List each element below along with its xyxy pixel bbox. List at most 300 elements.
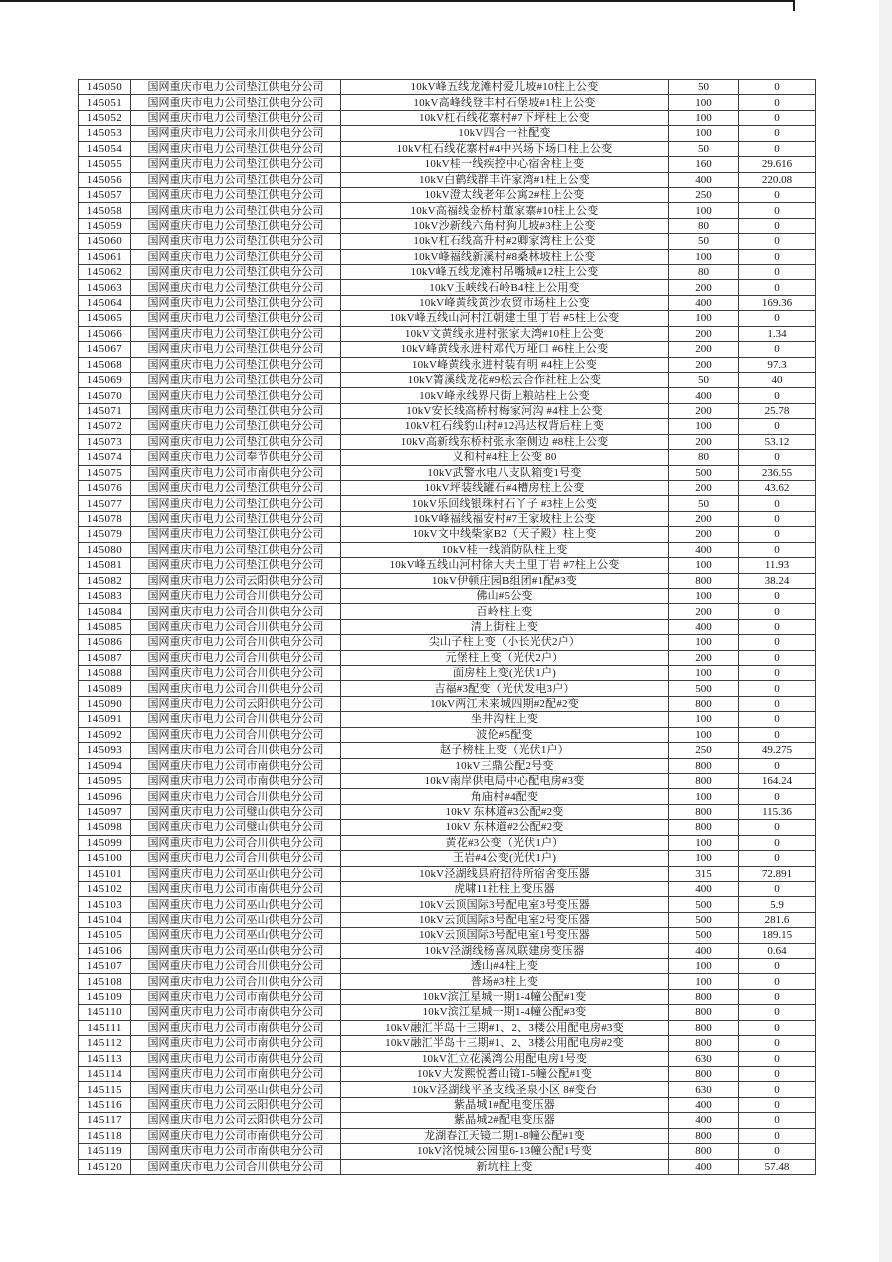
capacity-cell: 100 <box>669 835 739 850</box>
row-id-cell: 145072 <box>79 419 131 434</box>
device-name-cell: 10kV滨江星城一期1-4幢公配#3变 <box>341 1005 669 1020</box>
table-row <box>79 419 816 434</box>
capacity-cell: 200 <box>669 342 739 357</box>
energy-cell: 0 <box>739 881 816 896</box>
table-row <box>79 1036 816 1051</box>
company-cell: 国网重庆市电力公司合川供电分公司 <box>131 619 341 634</box>
capacity-cell: 100 <box>669 419 739 434</box>
capacity-cell: 100 <box>669 712 739 727</box>
company-cell: 国网重庆市电力公司垫江供电分公司 <box>131 157 341 172</box>
table-row <box>79 80 816 95</box>
row-id-cell: 145087 <box>79 650 131 665</box>
table-row <box>79 1005 816 1020</box>
company-cell: 国网重庆市电力公司云阳供电分公司 <box>131 573 341 588</box>
row-id-cell: 145068 <box>79 357 131 372</box>
device-name-cell: 10kV三鼎公配2号变 <box>341 758 669 773</box>
table-row <box>79 187 816 202</box>
capacity-cell: 200 <box>669 357 739 372</box>
energy-cell: 38.24 <box>739 573 816 588</box>
capacity-cell: 500 <box>669 681 739 696</box>
energy-cell: 0 <box>739 126 816 141</box>
energy-cell: 0 <box>739 311 816 326</box>
table-row <box>79 866 816 881</box>
table-row <box>79 943 816 958</box>
company-cell: 国网重庆市电力公司垫江供电分公司 <box>131 403 341 418</box>
device-name-cell: 10kV滨江星城一期1-4幢公配#1变 <box>341 989 669 1004</box>
row-id-cell: 145073 <box>79 434 131 449</box>
device-name-cell: 10kV峰黄线黄沙农贸市场柱上公变 <box>341 295 669 310</box>
device-name-cell: 10kV文中线柴家B2（天子殿）柱上变 <box>341 527 669 542</box>
table-row <box>79 820 816 835</box>
company-cell: 国网重庆市电力公司垫江供电分公司 <box>131 388 341 403</box>
company-cell: 国网重庆市电力公司市南供电分公司 <box>131 1036 341 1051</box>
energy-cell: 0 <box>739 218 816 233</box>
company-cell: 国网重庆市电力公司合川供电分公司 <box>131 666 341 681</box>
company-cell: 国网重庆市电力公司垫江供电分公司 <box>131 527 341 542</box>
capacity-cell: 800 <box>669 773 739 788</box>
energy-cell: 0 <box>739 249 816 264</box>
energy-cell: 0 <box>739 141 816 156</box>
company-cell: 国网重庆市电力公司合川供电分公司 <box>131 959 341 974</box>
company-cell: 国网重庆市电力公司垫江供电分公司 <box>131 542 341 557</box>
row-id-cell: 145057 <box>79 187 131 202</box>
capacity-cell: 400 <box>669 619 739 634</box>
capacity-cell: 400 <box>669 388 739 403</box>
table-row <box>79 218 816 233</box>
capacity-cell: 100 <box>669 974 739 989</box>
energy-cell: 72.891 <box>739 866 816 881</box>
table-row <box>79 295 816 310</box>
table-row <box>79 403 816 418</box>
row-id-cell: 145099 <box>79 835 131 850</box>
company-cell: 国网重庆市电力公司云阳供电分公司 <box>131 696 341 711</box>
table-row <box>79 1051 816 1066</box>
company-cell: 国网重庆市电力公司市南供电分公司 <box>131 1144 341 1159</box>
row-id-cell: 145105 <box>79 928 131 943</box>
table-row <box>79 712 816 727</box>
device-name-cell: 10kV安长线高桥村梅家河沟 #4柱上公变 <box>341 403 669 418</box>
row-id-cell: 145080 <box>79 542 131 557</box>
row-id-cell: 145076 <box>79 480 131 495</box>
device-name-cell: 10kV四合一社配变 <box>341 126 669 141</box>
row-id-cell: 145066 <box>79 326 131 341</box>
energy-cell: 53.12 <box>739 434 816 449</box>
row-id-cell: 145061 <box>79 249 131 264</box>
device-name-cell: 百岭柱上变 <box>341 604 669 619</box>
table-row <box>79 172 816 187</box>
company-cell: 国网重庆市电力公司合川供电分公司 <box>131 650 341 665</box>
capacity-cell: 200 <box>669 280 739 295</box>
energy-cell: 0 <box>739 604 816 619</box>
company-cell: 国网重庆市电力公司巫山供电分公司 <box>131 943 341 958</box>
company-cell: 国网重庆市电力公司垫江供电分公司 <box>131 480 341 495</box>
capacity-cell: 50 <box>669 234 739 249</box>
table-row <box>79 727 816 742</box>
device-name-cell: 佛山#5公变 <box>341 588 669 603</box>
row-id-cell: 145114 <box>79 1067 131 1082</box>
table-row <box>79 1113 816 1128</box>
company-cell: 国网重庆市电力公司垫江供电分公司 <box>131 265 341 280</box>
company-cell: 国网重庆市电力公司垫江供电分公司 <box>131 419 341 434</box>
energy-cell: 0 <box>739 1144 816 1159</box>
company-cell: 国网重庆市电力公司市南供电分公司 <box>131 773 341 788</box>
device-name-cell: 10kV杠石线豹山村#12冯达权背后柱上变 <box>341 419 669 434</box>
energy-cell: 0 <box>739 1082 816 1097</box>
capacity-cell: 100 <box>669 666 739 681</box>
device-name-cell: 10kV大发熙悦耆山镜1-5幢公配#1变 <box>341 1067 669 1082</box>
row-id-cell: 145101 <box>79 866 131 881</box>
company-cell: 国网重庆市电力公司垫江供电分公司 <box>131 558 341 573</box>
company-cell: 国网重庆市电力公司合川供电分公司 <box>131 835 341 850</box>
row-id-cell: 145107 <box>79 959 131 974</box>
device-name-cell: 10kV南岸供电局中心配电房#3变 <box>341 773 669 788</box>
capacity-cell: 800 <box>669 1128 739 1143</box>
table-row <box>79 835 816 850</box>
device-name-cell: 坐井沟柱上变 <box>341 712 669 727</box>
device-name-cell: 尖山子柱上变（小长光伏2户） <box>341 635 669 650</box>
row-id-cell: 145075 <box>79 465 131 480</box>
capacity-cell: 80 <box>669 218 739 233</box>
energy-cell: 5.9 <box>739 897 816 912</box>
device-name-cell: 10kV杠石线高升村#2卿家湾柱上公变 <box>341 234 669 249</box>
row-id-cell: 145053 <box>79 126 131 141</box>
energy-cell: 0 <box>739 635 816 650</box>
table-row <box>79 897 816 912</box>
capacity-cell: 315 <box>669 866 739 881</box>
device-name-cell: 虎啸11社柱上变压器 <box>341 881 669 896</box>
device-name-cell: 10kV武警水电八支队箱变1号变 <box>341 465 669 480</box>
table-row <box>79 311 816 326</box>
device-name-cell: 10kV高福线金桥村董家寨#10柱上公变 <box>341 203 669 218</box>
device-name-cell: 10kV峰黄线永进村装有明 #4柱上公变 <box>341 357 669 372</box>
device-name-cell: 10kV洺悦城公园里6-13幢公配1号变 <box>341 1144 669 1159</box>
table-row <box>79 326 816 341</box>
table-row <box>79 280 816 295</box>
energy-cell: 0 <box>739 496 816 511</box>
row-id-cell: 145106 <box>79 943 131 958</box>
row-id-cell: 145115 <box>79 1082 131 1097</box>
energy-cell: 0 <box>739 342 816 357</box>
table-row <box>79 465 816 480</box>
company-cell: 国网重庆市电力公司垫江供电分公司 <box>131 141 341 156</box>
row-id-cell: 145086 <box>79 635 131 650</box>
row-id-cell: 145117 <box>79 1113 131 1128</box>
table-row <box>79 234 816 249</box>
capacity-cell: 500 <box>669 928 739 943</box>
table-row <box>79 1020 816 1035</box>
company-cell: 国网重庆市电力公司合川供电分公司 <box>131 789 341 804</box>
company-cell: 国网重庆市电力公司合川供电分公司 <box>131 974 341 989</box>
device-name-cell: 赵子榜柱上变（光伏1户） <box>341 743 669 758</box>
table-row <box>79 881 816 896</box>
energy-cell: 0 <box>739 1097 816 1112</box>
company-cell: 国网重庆市电力公司合川供电分公司 <box>131 727 341 742</box>
energy-cell: 0 <box>739 419 816 434</box>
device-name-cell: 10kV杠石线花寨村#4中兴场下场口柱上公变 <box>341 141 669 156</box>
capacity-cell: 800 <box>669 989 739 1004</box>
energy-cell: 164.24 <box>739 773 816 788</box>
capacity-cell: 400 <box>669 881 739 896</box>
energy-cell: 49.275 <box>739 743 816 758</box>
device-name-cell: 10kV玉峡线石岭B4柱上公用变 <box>341 280 669 295</box>
company-cell: 国网重庆市电力公司垫江供电分公司 <box>131 373 341 388</box>
table-row <box>79 989 816 1004</box>
row-id-cell: 145079 <box>79 527 131 542</box>
table-row <box>79 666 816 681</box>
energy-cell: 0 <box>739 712 816 727</box>
table-row <box>79 357 816 372</box>
energy-cell: 0 <box>739 851 816 866</box>
row-id-cell: 145058 <box>79 203 131 218</box>
company-cell: 国网重庆市电力公司垫江供电分公司 <box>131 357 341 372</box>
company-cell: 国网重庆市电力公司云阳供电分公司 <box>131 1097 341 1112</box>
capacity-cell: 800 <box>669 1020 739 1035</box>
row-id-cell: 145084 <box>79 604 131 619</box>
company-cell: 国网重庆市电力公司市南供电分公司 <box>131 1128 341 1143</box>
device-name-cell: 10kV峰五线山河村江朝建土里丁岩 #5柱上公变 <box>341 311 669 326</box>
table-row <box>79 696 816 711</box>
energy-cell: 0 <box>739 80 816 95</box>
row-id-cell: 145064 <box>79 295 131 310</box>
row-id-cell: 145100 <box>79 851 131 866</box>
row-id-cell: 145056 <box>79 172 131 187</box>
capacity-cell: 400 <box>669 172 739 187</box>
company-cell: 国网重庆市电力公司巫山供电分公司 <box>131 866 341 881</box>
device-name-cell: 10kV融汇半岛十三期#1、2、3楼公用配电房#2变 <box>341 1036 669 1051</box>
row-id-cell: 145052 <box>79 110 131 125</box>
table-row <box>79 758 816 773</box>
device-name-cell: 10kV泾湖线杨喜凤联建房变压器 <box>341 943 669 958</box>
row-id-cell: 145089 <box>79 681 131 696</box>
energy-cell: 0 <box>739 974 816 989</box>
energy-cell: 0 <box>739 666 816 681</box>
company-cell: 国网重庆市电力公司垫江供电分公司 <box>131 342 341 357</box>
energy-cell: 220.08 <box>739 172 816 187</box>
table-row <box>79 604 816 619</box>
row-id-cell: 145065 <box>79 311 131 326</box>
table-row <box>79 249 816 264</box>
energy-cell: 0 <box>739 388 816 403</box>
device-name-cell: 10kV汇立花溪湾公用配电房1号变 <box>341 1051 669 1066</box>
energy-cell: 236.55 <box>739 465 816 480</box>
energy-cell: 0 <box>739 758 816 773</box>
device-name-cell: 10kV峰福线新溪村#8桑林坡柱上公变 <box>341 249 669 264</box>
table-row <box>79 1097 816 1112</box>
device-name-cell: 10kV高峰线登丰村石堡坡#1柱上公变 <box>341 95 669 110</box>
capacity-cell: 200 <box>669 434 739 449</box>
energy-cell: 40 <box>739 373 816 388</box>
device-name-cell: 10kV沙新线六角村狗儿坡#3柱上公变 <box>341 218 669 233</box>
company-cell: 国网重庆市电力公司垫江供电分公司 <box>131 95 341 110</box>
table-row <box>79 527 816 542</box>
table-row <box>79 1144 816 1159</box>
company-cell: 国网重庆市电力公司垫江供电分公司 <box>131 187 341 202</box>
capacity-cell: 50 <box>669 496 739 511</box>
device-name-cell: 10kV伊顿庄园B组团#1配#3变 <box>341 573 669 588</box>
company-cell: 国网重庆市电力公司垫江供电分公司 <box>131 434 341 449</box>
row-id-cell: 145088 <box>79 666 131 681</box>
table-row <box>79 511 816 526</box>
capacity-cell: 200 <box>669 604 739 619</box>
capacity-cell: 80 <box>669 265 739 280</box>
capacity-cell: 200 <box>669 527 739 542</box>
device-name-cell: 10kV桂一线疾控中心宿舍柱上变 <box>341 157 669 172</box>
table-row <box>79 450 816 465</box>
company-cell: 国网重庆市电力公司合川供电分公司 <box>131 1159 341 1174</box>
row-id-cell: 145070 <box>79 388 131 403</box>
energy-cell: 1.34 <box>739 326 816 341</box>
company-cell: 国网重庆市电力公司巫山供电分公司 <box>131 897 341 912</box>
device-name-cell: 10kV文黄线永进村张家大湾#10柱上公变 <box>341 326 669 341</box>
table-row <box>79 434 816 449</box>
top-rule-end-stub <box>793 0 795 11</box>
energy-cell: 0 <box>739 789 816 804</box>
row-id-cell: 145063 <box>79 280 131 295</box>
table-row <box>79 373 816 388</box>
row-id-cell: 145108 <box>79 974 131 989</box>
row-id-cell: 145069 <box>79 373 131 388</box>
company-cell: 国网重庆市电力公司垫江供电分公司 <box>131 80 341 95</box>
device-name-cell: 10kV杠石线花寨村#7下坪柱上公变 <box>341 110 669 125</box>
device-name-cell: 10kV箐溪线龙花#9松云合作社柱上公变 <box>341 373 669 388</box>
row-id-cell: 145071 <box>79 403 131 418</box>
energy-cell: 115.36 <box>739 804 816 819</box>
company-cell: 国网重庆市电力公司市南供电分公司 <box>131 1020 341 1035</box>
device-name-cell: 10kV峰五线龙滩村吊嘴城#12柱上公变 <box>341 265 669 280</box>
energy-cell: 25.78 <box>739 403 816 418</box>
row-id-cell: 145109 <box>79 989 131 1004</box>
row-id-cell: 145077 <box>79 496 131 511</box>
page-edge-strip <box>879 0 892 1262</box>
device-name-cell: 黄花#3公变（光伏1户） <box>341 835 669 850</box>
row-id-cell: 145060 <box>79 234 131 249</box>
row-id-cell: 145083 <box>79 588 131 603</box>
row-id-cell: 145078 <box>79 511 131 526</box>
table-row <box>79 265 816 280</box>
table-row <box>79 912 816 927</box>
device-name-cell: 10kV峰福线福安村#7王家坡柱上公变 <box>341 511 669 526</box>
capacity-cell: 500 <box>669 897 739 912</box>
company-cell: 国网重庆市电力公司巫山供电分公司 <box>131 1082 341 1097</box>
table-row <box>79 635 816 650</box>
table-body <box>79 80 816 1175</box>
company-cell: 国网重庆市电力公司垫江供电分公司 <box>131 496 341 511</box>
table-row <box>79 789 816 804</box>
row-id-cell: 145091 <box>79 712 131 727</box>
capacity-cell: 100 <box>669 959 739 974</box>
device-name-cell: 10kV峰黄线永进村邓代万垭口 #6柱上公变 <box>341 342 669 357</box>
energy-cell: 0 <box>739 280 816 295</box>
energy-cell: 0 <box>739 989 816 1004</box>
company-cell: 国网重庆市电力公司市南供电分公司 <box>131 758 341 773</box>
company-cell: 国网重庆市电力公司云阳供电分公司 <box>131 1113 341 1128</box>
row-id-cell: 145055 <box>79 157 131 172</box>
capacity-cell: 400 <box>669 1113 739 1128</box>
energy-cell: 0 <box>739 681 816 696</box>
capacity-cell: 800 <box>669 820 739 835</box>
company-cell: 国网重庆市电力公司垫江供电分公司 <box>131 172 341 187</box>
row-id-cell: 145097 <box>79 804 131 819</box>
company-cell: 国网重庆市电力公司垫江供电分公司 <box>131 511 341 526</box>
device-name-cell: 10kV峰五线山河村徐大夫土里丁岩 #7柱上公变 <box>341 558 669 573</box>
row-id-cell: 145111 <box>79 1020 131 1035</box>
company-cell: 国网重庆市电力公司市南供电分公司 <box>131 989 341 1004</box>
capacity-cell: 630 <box>669 1082 739 1097</box>
company-cell: 国网重庆市电力公司合川供电分公司 <box>131 743 341 758</box>
table-row <box>79 1159 816 1174</box>
row-id-cell: 145119 <box>79 1144 131 1159</box>
capacity-cell: 200 <box>669 326 739 341</box>
table-row <box>79 573 816 588</box>
capacity-cell: 100 <box>669 203 739 218</box>
energy-cell: 0 <box>739 1067 816 1082</box>
energy-cell: 0 <box>739 203 816 218</box>
capacity-cell: 200 <box>669 403 739 418</box>
device-name-cell: 10kV云顶国际3号配电室3号变压器 <box>341 897 669 912</box>
row-id-cell: 145051 <box>79 95 131 110</box>
device-name-cell: 普场#3柱上变 <box>341 974 669 989</box>
company-cell: 国网重庆市电力公司垫江供电分公司 <box>131 295 341 310</box>
capacity-cell: 100 <box>669 635 739 650</box>
energy-cell: 0 <box>739 527 816 542</box>
table-row <box>79 928 816 943</box>
capacity-cell: 500 <box>669 912 739 927</box>
device-name-cell: 紫晶城1#配电变压器 <box>341 1097 669 1112</box>
energy-cell: 97.3 <box>739 357 816 372</box>
energy-cell: 0 <box>739 820 816 835</box>
company-cell: 国网重庆市电力公司合川供电分公司 <box>131 604 341 619</box>
row-id-cell: 145062 <box>79 265 131 280</box>
company-cell: 国网重庆市电力公司永川供电分公司 <box>131 126 341 141</box>
device-name-cell: 10kV坪装线罐石#4槽房柱上公变 <box>341 480 669 495</box>
energy-cell: 11.93 <box>739 558 816 573</box>
company-cell: 国网重庆市电力公司垫江供电分公司 <box>131 280 341 295</box>
energy-cell: 0 <box>739 696 816 711</box>
device-name-cell: 10kV 东林道#3公配#2变 <box>341 804 669 819</box>
capacity-cell: 100 <box>669 558 739 573</box>
capacity-cell: 250 <box>669 743 739 758</box>
company-cell: 国网重庆市电力公司合川供电分公司 <box>131 712 341 727</box>
device-name-cell: 10kV高新线东桥村张永奎侧边 #8柱上公变 <box>341 434 669 449</box>
device-name-cell: 10kV乐回线银珠村石丫子 #3柱上公变 <box>341 496 669 511</box>
capacity-cell: 100 <box>669 789 739 804</box>
row-id-cell: 145082 <box>79 573 131 588</box>
energy-cell: 0 <box>739 619 816 634</box>
capacity-cell: 100 <box>669 110 739 125</box>
table-row <box>79 773 816 788</box>
company-cell: 国网重庆市电力公司垫江供电分公司 <box>131 203 341 218</box>
row-id-cell: 145102 <box>79 881 131 896</box>
company-cell: 国网重庆市电力公司垫江供电分公司 <box>131 249 341 264</box>
row-id-cell: 145095 <box>79 773 131 788</box>
company-cell: 国网重庆市电力公司合川供电分公司 <box>131 681 341 696</box>
table-row <box>79 743 816 758</box>
capacity-cell: 400 <box>669 295 739 310</box>
power-transformer-table <box>78 79 816 1175</box>
table-row <box>79 588 816 603</box>
energy-cell: 0 <box>739 1113 816 1128</box>
device-name-cell: 波伦#5配变 <box>341 727 669 742</box>
device-name-cell: 10kV泾湖线县府招待所宿舍变压器 <box>341 866 669 881</box>
energy-cell: 0 <box>739 234 816 249</box>
row-id-cell: 145120 <box>79 1159 131 1174</box>
table-row <box>79 959 816 974</box>
table-row <box>79 480 816 495</box>
company-cell: 国网重庆市电力公司垫江供电分公司 <box>131 110 341 125</box>
row-id-cell: 145050 <box>79 80 131 95</box>
capacity-cell: 800 <box>669 1036 739 1051</box>
row-id-cell: 145092 <box>79 727 131 742</box>
